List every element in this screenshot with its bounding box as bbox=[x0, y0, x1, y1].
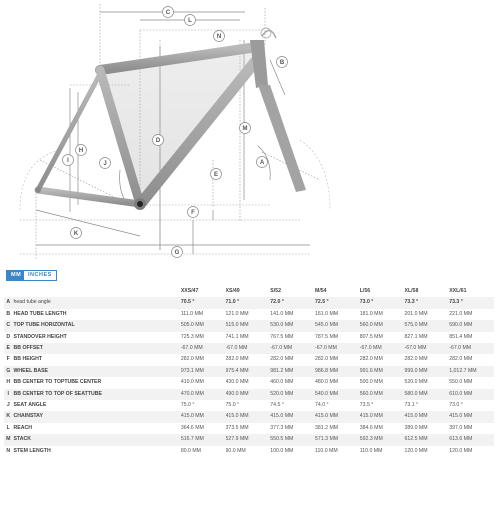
row-value: 120.0 MM bbox=[404, 447, 428, 454]
row-value: 282.0 MM bbox=[404, 356, 428, 363]
row-value: 75.0 ° bbox=[180, 402, 195, 409]
row-value: 381.2 MM bbox=[315, 424, 339, 431]
bike-frame bbox=[35, 28, 306, 210]
table-row bbox=[4, 434, 494, 445]
label-f bbox=[188, 207, 199, 218]
label-c-text: C bbox=[165, 10, 171, 17]
row-value: 73.0 ° bbox=[449, 402, 463, 409]
row-value: 110.0 MM bbox=[359, 447, 383, 454]
label-h-text: H bbox=[78, 148, 84, 155]
table-row bbox=[4, 400, 494, 411]
label-k-text: K bbox=[73, 231, 79, 238]
label-a bbox=[257, 157, 268, 168]
geometry-rows bbox=[4, 297, 494, 457]
table-row bbox=[4, 297, 494, 308]
table-row bbox=[4, 320, 494, 331]
row-name: head tube angle bbox=[13, 297, 181, 308]
label-g bbox=[172, 247, 183, 258]
row-value: 100.0 MM bbox=[270, 447, 294, 454]
row-value: 787.5 MM bbox=[315, 333, 339, 340]
label-n-text: N bbox=[216, 34, 222, 41]
row-value: 410.0 MM bbox=[180, 379, 204, 386]
row-name: REACH bbox=[13, 424, 32, 431]
size-header: XS/49 bbox=[225, 288, 240, 294]
row-value: 384.6 MM bbox=[359, 424, 383, 431]
table-row bbox=[4, 309, 494, 320]
row-name: WHEEL BASE bbox=[13, 366, 181, 377]
row-value: -67.0 MM bbox=[404, 343, 449, 354]
label-j bbox=[100, 158, 111, 169]
header-spacer-name bbox=[13, 286, 181, 297]
row-value: 612.5 MM bbox=[404, 434, 449, 445]
label-i-text: I bbox=[67, 158, 69, 165]
row-value: 80.0 MM bbox=[180, 447, 201, 454]
row-value: 460.0 MM bbox=[270, 379, 294, 386]
row-letter: B bbox=[6, 310, 11, 317]
row-value: 71.0 ° bbox=[226, 297, 271, 308]
row-value: 550.0 MM bbox=[449, 379, 473, 386]
label-e bbox=[211, 169, 222, 180]
row-letter: H bbox=[6, 379, 11, 386]
label-h bbox=[76, 145, 87, 156]
row-letter: C bbox=[4, 320, 13, 331]
row-value: 74.0 ° bbox=[315, 402, 329, 409]
row-value: 981.2 MM bbox=[270, 366, 315, 377]
row-letter: N bbox=[6, 447, 11, 454]
row-value: 613.6 MM bbox=[449, 434, 494, 445]
unit-toggle[interactable] bbox=[6, 270, 57, 281]
row-value: 377.3 MM bbox=[270, 424, 294, 431]
geometry-table bbox=[4, 286, 494, 457]
row-value: 141.0 MM bbox=[270, 310, 294, 317]
row-value: 415.0 MM bbox=[226, 411, 271, 422]
row-value: 550.5 MM bbox=[270, 434, 315, 445]
row-value: 973.1 MM bbox=[181, 366, 226, 377]
size-header: XXL/61 bbox=[449, 288, 467, 294]
row-value: 221.0 MM bbox=[449, 310, 473, 317]
row-value: 282.0 MM bbox=[449, 356, 473, 363]
row-value: 73.1 ° bbox=[404, 402, 419, 409]
table-row bbox=[4, 446, 494, 457]
row-value: 575.0 MM bbox=[404, 320, 449, 331]
table-row bbox=[4, 354, 494, 365]
label-g-text: G bbox=[174, 250, 180, 257]
row-value: 560.0 MM bbox=[360, 320, 405, 331]
label-l bbox=[185, 15, 196, 26]
row-value: 161.0 MM bbox=[315, 310, 339, 317]
row-value: 986.8 MM bbox=[315, 366, 360, 377]
row-value: 282.0 MM bbox=[359, 356, 383, 363]
row-value: 415.0 MM bbox=[404, 411, 449, 422]
row-value: 571.3 MM bbox=[315, 434, 360, 445]
row-value: 364.6 MM bbox=[180, 424, 204, 431]
row-value: 73.3 ° bbox=[404, 297, 449, 308]
row-value: 72.0 ° bbox=[270, 297, 315, 308]
size-header-row bbox=[4, 286, 494, 297]
row-letter: E bbox=[4, 343, 13, 354]
row-name: BB HEIGHT bbox=[13, 356, 43, 363]
row-value: 610.0 MM bbox=[449, 389, 494, 400]
row-value: 111.0 MM bbox=[180, 310, 204, 317]
row-name: HEAD TUBE LENGTH bbox=[13, 310, 67, 317]
row-value: 505.0 MM bbox=[181, 320, 226, 331]
row-value: 415.0 MM bbox=[315, 411, 360, 422]
label-d bbox=[153, 135, 164, 146]
row-value: -67.0 MM bbox=[181, 343, 226, 354]
label-b bbox=[277, 57, 288, 68]
row-value: 851.4 MM bbox=[449, 333, 473, 340]
row-value: 767.5 MM bbox=[270, 333, 294, 340]
row-letter: D bbox=[6, 333, 11, 340]
row-value: 121.0 MM bbox=[225, 310, 249, 317]
table-row bbox=[4, 389, 494, 400]
row-value: 415.0 MM bbox=[449, 411, 494, 422]
row-value: 515.0 MM bbox=[226, 320, 271, 331]
row-letter: F bbox=[6, 356, 10, 363]
row-value: 999.0 MM bbox=[404, 366, 449, 377]
label-e-text: E bbox=[213, 172, 219, 179]
row-value: 807.5 MM bbox=[359, 333, 383, 340]
row-name: CHAINSTAY bbox=[13, 411, 181, 422]
table-row bbox=[4, 377, 494, 388]
row-letter: A bbox=[4, 297, 13, 308]
row-name: BB CENTER TO TOP OF SEATTUBE bbox=[13, 389, 181, 400]
size-header: S/52 bbox=[270, 288, 281, 294]
label-j-text: J bbox=[103, 161, 107, 168]
label-k bbox=[71, 228, 82, 239]
row-value: 110.0 MM bbox=[315, 447, 338, 454]
row-value: -67.0 MM bbox=[270, 343, 315, 354]
unit-mm-button[interactable]: MM bbox=[7, 271, 24, 280]
row-name: STEM LENGTH bbox=[13, 447, 51, 454]
row-value: 827.1 MM bbox=[404, 333, 428, 340]
row-value: 725.3 MM bbox=[180, 333, 204, 340]
row-letter: G bbox=[4, 366, 13, 377]
row-value: 73.5 ° bbox=[359, 402, 374, 409]
row-value: 500.0 MM bbox=[359, 379, 383, 386]
row-name: STACK bbox=[13, 434, 181, 445]
unit-inches-button[interactable]: INCHES bbox=[24, 271, 56, 280]
row-value: 282.0 MM bbox=[225, 356, 249, 363]
row-value: 415.0 MM bbox=[181, 411, 226, 422]
size-header: XXS/47 bbox=[180, 288, 199, 294]
row-value: 741.1 MM bbox=[225, 333, 249, 340]
row-value: 73.0 ° bbox=[360, 297, 405, 308]
row-value: 72.5 ° bbox=[315, 297, 360, 308]
label-i bbox=[63, 155, 74, 166]
row-letter: K bbox=[4, 411, 13, 422]
row-value: 516.7 MM bbox=[181, 434, 226, 445]
row-value: 490.0 MM bbox=[226, 389, 271, 400]
size-header: XL/58 bbox=[404, 288, 419, 294]
table-row bbox=[4, 366, 494, 377]
row-letter: L bbox=[6, 424, 10, 431]
row-value: 1,012.7 MM bbox=[449, 366, 494, 377]
row-value: 545.0 MM bbox=[315, 320, 360, 331]
table-row bbox=[4, 423, 494, 434]
table-row bbox=[4, 411, 494, 422]
row-value: 560.0 MM bbox=[360, 389, 405, 400]
size-header: L/56 bbox=[359, 288, 371, 294]
label-m-text: M bbox=[242, 126, 248, 133]
row-value: -67.0 MM bbox=[360, 343, 405, 354]
row-value: 120.0 MM bbox=[449, 447, 473, 454]
row-value: 991.6 MM bbox=[360, 366, 405, 377]
row-value: 430.0 MM bbox=[225, 379, 249, 386]
label-l-text: L bbox=[188, 18, 192, 25]
row-value: 530.0 MM bbox=[270, 320, 315, 331]
row-value: 282.0 MM bbox=[315, 356, 339, 363]
row-value: 470.0 MM bbox=[181, 389, 226, 400]
size-header: M/54 bbox=[315, 288, 327, 294]
row-value: 540.0 MM bbox=[315, 389, 360, 400]
header-spacer bbox=[4, 286, 13, 297]
row-value: -67.0 MM bbox=[315, 343, 360, 354]
row-value: 975.4 MM bbox=[226, 366, 271, 377]
row-value: 282.0 MM bbox=[270, 356, 294, 363]
row-value: 282.0 MM bbox=[180, 356, 204, 363]
row-value: 74.5 ° bbox=[270, 402, 284, 409]
row-value: -67.0 MM bbox=[226, 343, 271, 354]
row-value: 70.5 ° bbox=[181, 297, 226, 308]
row-value: 415.0 MM bbox=[360, 411, 405, 422]
row-name: BB OFFSET bbox=[13, 343, 181, 354]
row-value: 373.5 MM bbox=[225, 424, 249, 431]
row-value: 73.3 ° bbox=[449, 297, 494, 308]
row-name: STANDOVER HEIGHT bbox=[13, 333, 67, 340]
row-value: 580.0 MM bbox=[404, 389, 449, 400]
row-value: -67.0 MM bbox=[449, 343, 494, 354]
row-value: 415.0 MM bbox=[270, 411, 315, 422]
row-value: 527.9 MM bbox=[226, 434, 271, 445]
row-value: 520.0 MM bbox=[270, 389, 315, 400]
row-name: SEAT ANGLE bbox=[13, 402, 47, 409]
row-value: 201.0 MM bbox=[404, 310, 428, 317]
label-m bbox=[240, 123, 251, 134]
row-letter: J bbox=[6, 402, 10, 409]
row-letter: M bbox=[4, 434, 13, 445]
table-row bbox=[4, 343, 494, 354]
label-b-text: B bbox=[279, 60, 285, 67]
label-n bbox=[214, 31, 225, 42]
label-a-text: A bbox=[259, 160, 265, 167]
row-value: 480.0 MM bbox=[315, 379, 339, 386]
row-value: 592.3 MM bbox=[360, 434, 405, 445]
table-row bbox=[4, 332, 494, 343]
row-value: 181.0 MM bbox=[359, 310, 383, 317]
row-value: 520.0 MM bbox=[404, 379, 428, 386]
label-d-text: D bbox=[155, 138, 161, 145]
row-value: 75.0 ° bbox=[225, 402, 240, 409]
row-name: BB CENTER TO TOPTUBE CENTER bbox=[13, 379, 102, 386]
label-f-text: F bbox=[191, 210, 195, 217]
row-letter: I bbox=[4, 389, 13, 400]
row-name: TOP TUBE HORIZONTAL bbox=[13, 320, 181, 331]
row-value: 90.0 MM bbox=[225, 447, 246, 454]
row-value: 389.0 MM bbox=[404, 424, 428, 431]
row-value: 397.0 MM bbox=[449, 424, 473, 431]
row-value: 590.0 MM bbox=[449, 320, 494, 331]
label-c bbox=[163, 7, 174, 18]
